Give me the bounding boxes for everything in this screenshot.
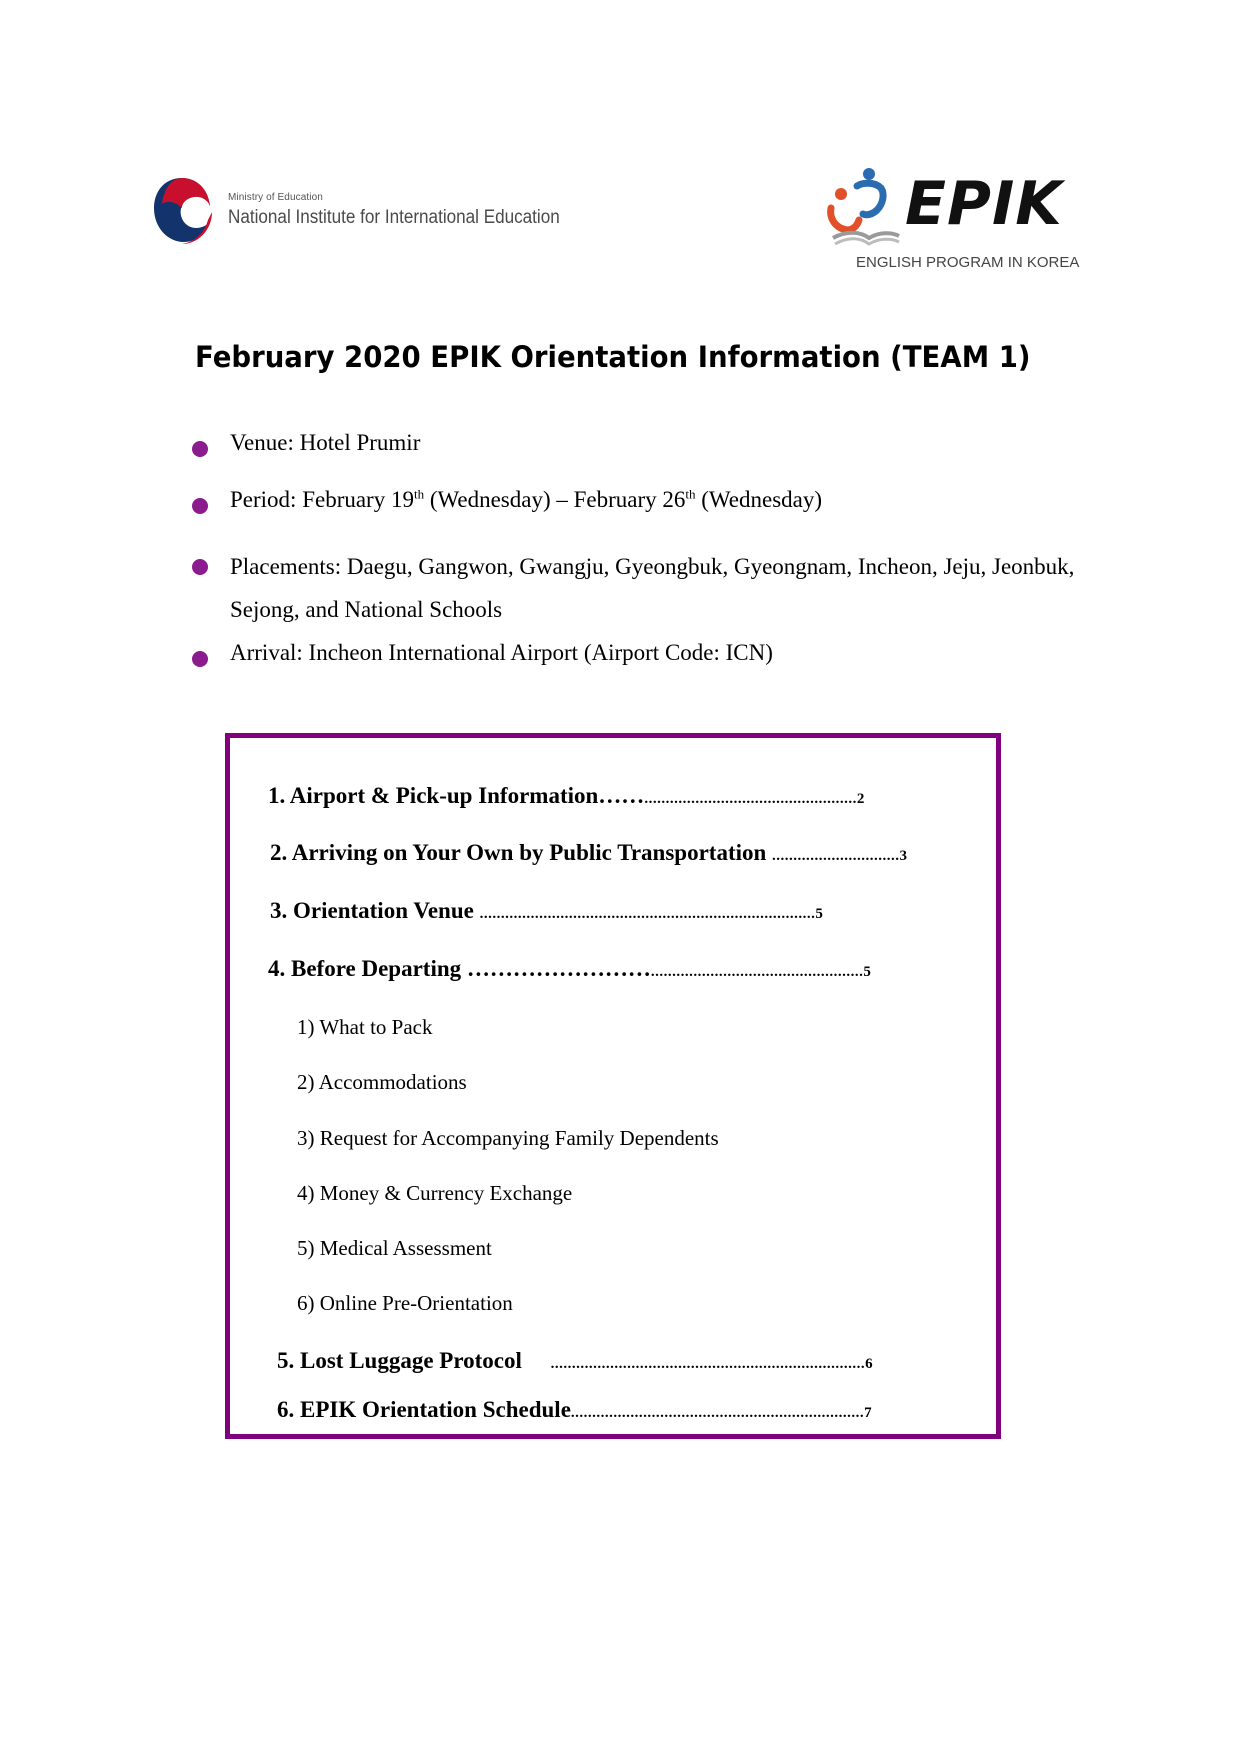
epik-logo (823, 164, 1083, 274)
toc-subitem[interactable]: 6) Online Pre-Orientation (297, 1291, 513, 1315)
period-text-b: (Wednesday) – February 26 (424, 487, 686, 512)
institute-label: National Institute for International Education (228, 206, 560, 228)
bullet-dot-icon (192, 651, 208, 667)
period-sup-2: th (685, 486, 696, 502)
toc-item-leader: ..................................................5 (650, 964, 872, 980)
bullet-dot-icon (192, 559, 208, 575)
toc-subitem[interactable]: 5) Medical Assessment (297, 1236, 492, 1260)
table-of-contents (225, 733, 1001, 1439)
toc-item-leader: .....................................................................7 (570, 1405, 873, 1421)
toc-item-leader: ..............................3 (772, 848, 908, 864)
toc-item[interactable] (270, 840, 908, 866)
korean-government-emblem-icon (150, 172, 214, 248)
toc-subitem[interactable]: 1) What to Pack (297, 1015, 433, 1039)
toc-item-label: 2. Arriving on Your Own by Public Transportation (270, 840, 767, 865)
venue-bullet (192, 430, 420, 456)
toc-subitem[interactable]: 2) Accommodations (297, 1070, 467, 1094)
page-title: February 2020 EPIK Orientation Information (TEAM 1) (195, 340, 1031, 374)
toc-item[interactable] (268, 783, 865, 809)
toc-item[interactable] (277, 1348, 873, 1374)
epik-tagline: ENGLISH PROGRAM IN KOREA (856, 254, 1080, 271)
arrival-bullet (192, 640, 773, 666)
placements-text: Placements: Daegu, Gangwon, Gwangju, Gyeongbuk, Gyeongnam, Incheon, Jeju, Jeonbuk, Sejong, and National Schools (230, 554, 1075, 622)
toc-item-label: 4. Before Departing …………………… (268, 956, 651, 981)
toc-item-label: 3. Orientation Venue (270, 898, 474, 923)
period-text-a: Period: February 19 (230, 487, 414, 512)
bullet-dot-icon (192, 441, 208, 457)
toc-item-label: 1. Airport & Pick-up Information…… (268, 783, 645, 808)
placements-bullet (192, 545, 1092, 631)
period-sup-1: th (413, 486, 425, 502)
toc-item[interactable] (277, 1397, 872, 1423)
period-bullet (192, 487, 822, 513)
toc-item-leader: ...............................................................................5 (479, 906, 824, 922)
epik-figures-book-icon (823, 164, 903, 254)
period-text-c: (Wednesday) (695, 487, 823, 512)
epik-wordmark: EPIK (905, 169, 1063, 239)
ministry-label: Ministry of Education (228, 191, 323, 203)
toc-item-label: 5. Lost Luggage Protocol (277, 1348, 522, 1373)
venue-text: Venue: Hotel Prumir (230, 430, 421, 455)
toc-subitem[interactable]: 3) Request for Accompanying Family Dependents (297, 1126, 719, 1150)
toc-subitem[interactable]: 4) Money & Currency Exchange (297, 1181, 573, 1205)
toc-item[interactable] (270, 898, 823, 924)
toc-item-leader: ..........................................................................6 (550, 1356, 874, 1372)
toc-item[interactable] (268, 956, 871, 982)
arrival-text: Arrival: Incheon International Airport (Airport Code: ICN) (230, 640, 773, 665)
toc-item-label: 6. EPIK Orientation Schedule (277, 1397, 571, 1422)
toc-item-leader: ..................................................2 (644, 791, 865, 807)
niied-logo (150, 172, 597, 248)
bullet-dot-icon (192, 498, 208, 514)
